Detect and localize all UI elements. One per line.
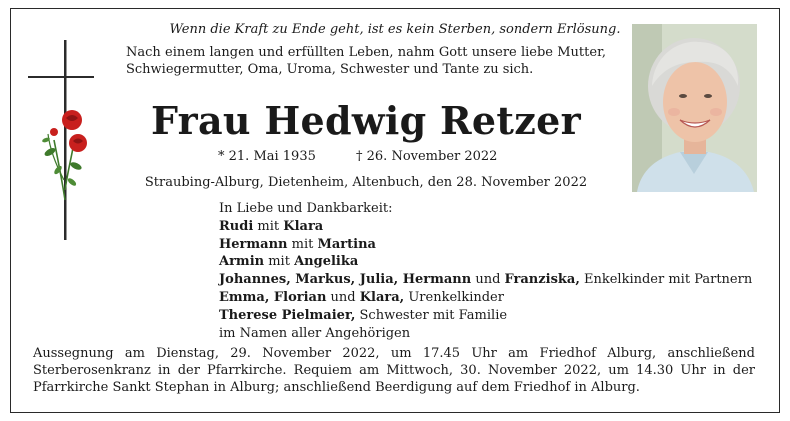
deceased-name: Frau Hedwig Retzer — [151, 98, 581, 143]
mourner-line: Rudi mit Klara — [219, 218, 324, 234]
cross-with-roses-icon — [28, 40, 106, 240]
place-date: Straubing-Alburg, Dietenheim, Altenbuch, den 28. November 2022 — [144, 175, 588, 190]
mourner-line: Therese Pielmaier, Schwester mit Familie — [219, 307, 508, 323]
birth-date: * 21. Mai 1935 — [218, 149, 316, 164]
death-date: † 26. November 2022 — [356, 149, 498, 164]
mourner-line: Armin mit Angelika — [219, 254, 359, 270]
intro-text: Nach einem langen und erfüllten Leben, nahm Gott unsere liebe Mutter, Schwiegermutter, Oma, Uroma, Schwester und Tante zu sich. — [126, 45, 606, 77]
service-details: Aussegnung am Dienstag, 29. November 2022, um 17.45 Uhr am Friedhof Alburg, anschließend Sterberosenkranz in der Pfarrkirche. Requiem am Mittwoch, 30. November 2022, um 14.30 Uhr in der Pfarrkirche Sankt Stephan in Alburg; anschließend Beerdigung auf dem Friedhof in Alburg. — [33, 346, 755, 395]
mourners-list — [219, 200, 752, 342]
portrait-photo — [632, 24, 757, 192]
mourner-line: Johannes, Markus, Julia, Hermann und Franziska, Enkelkinder mit Partnern — [219, 272, 753, 288]
mourner-line: im Namen aller Angehörigen — [219, 325, 411, 341]
mourner-line: Hermann mit Martina — [219, 236, 376, 252]
quote: Wenn die Kraft zu Ende geht, ist es kein Sterben, sondern Erlösung. — [169, 22, 621, 37]
mourners-heading: In Liebe und Dankbarkeit: — [219, 201, 393, 216]
mourner-line: Emma, Florian und Klara, Urenkelkinder — [219, 289, 504, 305]
portrait-illustration — [632, 24, 757, 192]
